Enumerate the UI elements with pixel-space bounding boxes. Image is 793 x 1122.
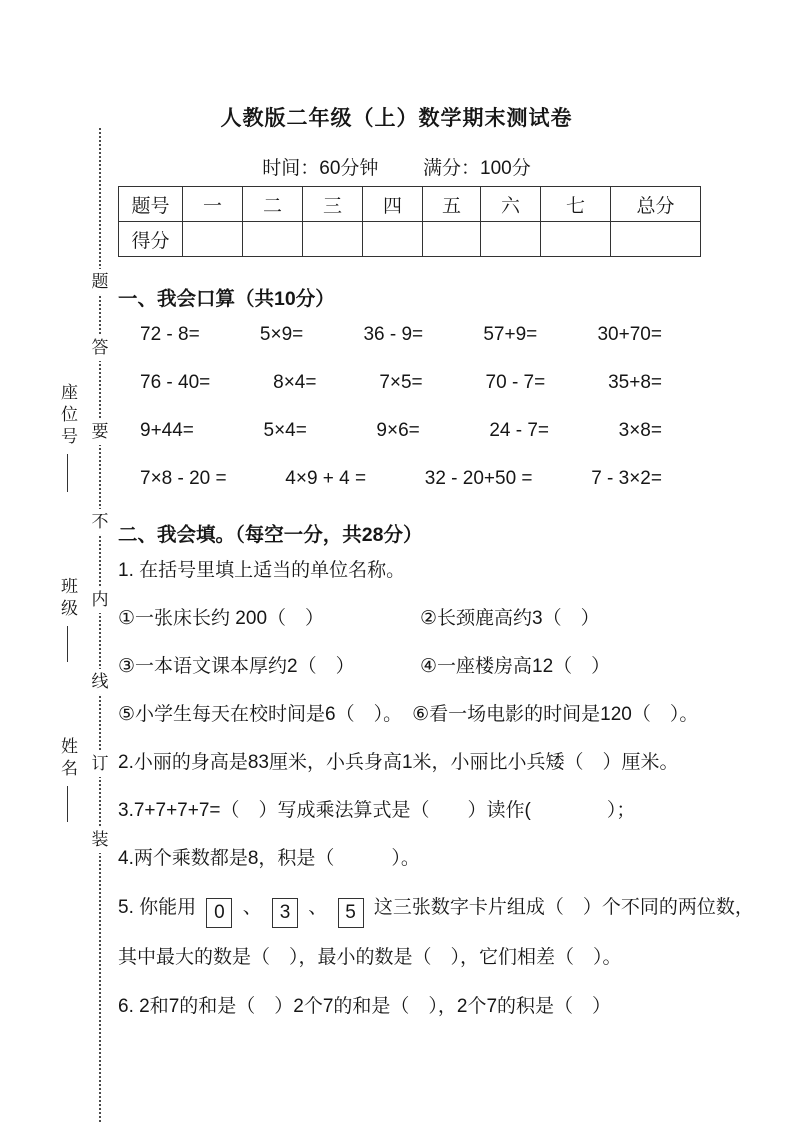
oral-calc-row-2 xyxy=(140,359,662,407)
score-cell-blank xyxy=(243,222,303,257)
math-expression: 9+44= xyxy=(140,420,194,441)
math-expression: 76 - 40= xyxy=(140,372,211,393)
math-expression: 70 - 7= xyxy=(485,372,546,393)
question-3: 3.7+7+7+7=（ ）写成乘法算式是（ ）读作( ）； xyxy=(118,800,636,821)
math-expression: 7×5= xyxy=(379,372,423,393)
math-expression: 57+9= xyxy=(483,324,538,345)
score-cell-blank xyxy=(183,222,243,257)
score-cell-blank xyxy=(303,222,363,257)
name-blank-line xyxy=(67,786,68,822)
math-expression: 7×8 - 20 = xyxy=(140,468,227,489)
binding-char-da: 答 xyxy=(89,335,111,361)
math-expression: 72 - 8= xyxy=(140,324,200,345)
header-cell-2: 二 xyxy=(243,187,303,222)
math-expression: 30+70= xyxy=(597,324,662,345)
math-expression: 3×8= xyxy=(618,420,662,441)
unit-item-1: ①一张床长约 200（ ） xyxy=(118,608,325,629)
header-cell-4: 四 xyxy=(363,187,423,222)
digit-card-0: 0 xyxy=(206,898,232,928)
section1-heading: 一、我会口算（共10分） xyxy=(118,288,335,310)
seat-number-text: 座位号 xyxy=(58,383,77,449)
section2-heading: 二、我会填。（每空一分，共28分） xyxy=(118,524,423,546)
name-label xyxy=(54,737,80,822)
question-4: 4.两个乘数都是8，积是（ ）。 xyxy=(118,848,420,869)
binding-char-ding: 订 xyxy=(89,751,111,777)
question-2: 2.小丽的身高是83厘米，小兵身高1米，小丽比小兵矮（ ）厘米。 xyxy=(118,752,679,773)
seat-number-label xyxy=(54,383,80,492)
binding-char-nei: 内 xyxy=(89,587,111,613)
binding-char-yao: 要 xyxy=(89,419,111,445)
score-row-label: 得分 xyxy=(119,222,183,257)
unit-item-6: ⑥看一场电影的时间是120（ ）。 xyxy=(412,704,699,725)
math-expression: 5×4= xyxy=(263,420,307,441)
math-expression: 9×6= xyxy=(376,420,420,441)
unit-line-3 xyxy=(118,691,758,739)
score-cell-blank xyxy=(481,222,541,257)
score-cell-blank xyxy=(363,222,423,257)
header-cell-7: 七 xyxy=(541,187,611,222)
time-limit-text: 时间：60分钟 xyxy=(262,158,379,179)
header-cell-1: 一 xyxy=(183,187,243,222)
header-cell-3: 三 xyxy=(303,187,363,222)
oral-calc-row-4 xyxy=(140,455,662,503)
math-expression: 8×4= xyxy=(273,372,317,393)
exam-body xyxy=(118,186,758,1031)
page-title: 人教版二年级（上）数学期末测试卷 xyxy=(220,107,573,130)
oral-calc-row-1 xyxy=(140,311,662,359)
unit-item-3: ③一本语文课本厚约2（ ） xyxy=(118,656,355,677)
class-blank-line xyxy=(67,626,68,662)
full-score-text: 满分：100分 xyxy=(423,158,531,179)
unit-item-2: ②长颈鹿高约3（ ） xyxy=(420,608,600,629)
score-cell-blank xyxy=(423,222,481,257)
seat-number-blank-line xyxy=(67,454,68,492)
header-cell-total: 总分 xyxy=(611,187,701,222)
name-text: 姓名 xyxy=(58,737,77,781)
math-expression: 5×9= xyxy=(259,324,304,345)
question-1: 1. 在括号里填上适当的单位名称。 xyxy=(118,560,406,581)
score-table xyxy=(118,186,701,257)
unit-line-2 xyxy=(118,643,758,691)
question-5 xyxy=(118,883,758,983)
header-cell-tihao: 题号 xyxy=(119,187,183,222)
math-expression: 7 - 3×2= xyxy=(591,468,662,489)
card-separator: 、 xyxy=(242,897,262,918)
score-cell-blank xyxy=(611,222,701,257)
class-text: 班级 xyxy=(58,577,77,621)
header-cell-6: 六 xyxy=(481,187,541,222)
digit-card-5: 5 xyxy=(338,898,364,928)
digit-card-3: 3 xyxy=(272,898,298,928)
card-separator: 、 xyxy=(308,897,328,918)
binding-char-ti: 题 xyxy=(89,269,111,295)
unit-line-1 xyxy=(118,595,758,643)
oral-calc-row-3 xyxy=(140,407,662,455)
header-cell-5: 五 xyxy=(423,187,481,222)
math-expression: 36 - 9= xyxy=(363,324,424,345)
score-table-score-row xyxy=(119,222,701,257)
exam-meta xyxy=(0,153,793,180)
question-5-suffix: 这三张数字卡片组成（ ）个不同的两位数，其中最大的数是（ ），最小的数是（ ），它们相差（ ）。 xyxy=(118,897,754,968)
score-table-header-row xyxy=(119,187,701,222)
binding-char-bu: 不 xyxy=(89,509,111,535)
question-6: 6. 2和7的和是（ ）2个7的和是（ ），2个7的积是（ ） xyxy=(118,996,612,1017)
binding-char-xian: 线 xyxy=(89,669,111,695)
math-expression: 32 - 20+50 = xyxy=(424,468,533,489)
math-expression: 24 - 7= xyxy=(489,420,550,441)
math-expression: 35+8= xyxy=(608,372,662,393)
unit-item-4: ④一座楼房高12（ ） xyxy=(420,656,611,677)
class-label xyxy=(54,577,80,662)
unit-item-5: ⑤小学生每天在校时间是6（ ）。 xyxy=(118,704,403,725)
score-cell-blank xyxy=(541,222,611,257)
math-expression: 4×9 + 4 = xyxy=(285,468,367,489)
question-5-prefix: 5. 你能用 xyxy=(118,897,197,918)
binding-char-zhuang: 装 xyxy=(89,827,111,853)
exam-header xyxy=(0,102,793,180)
